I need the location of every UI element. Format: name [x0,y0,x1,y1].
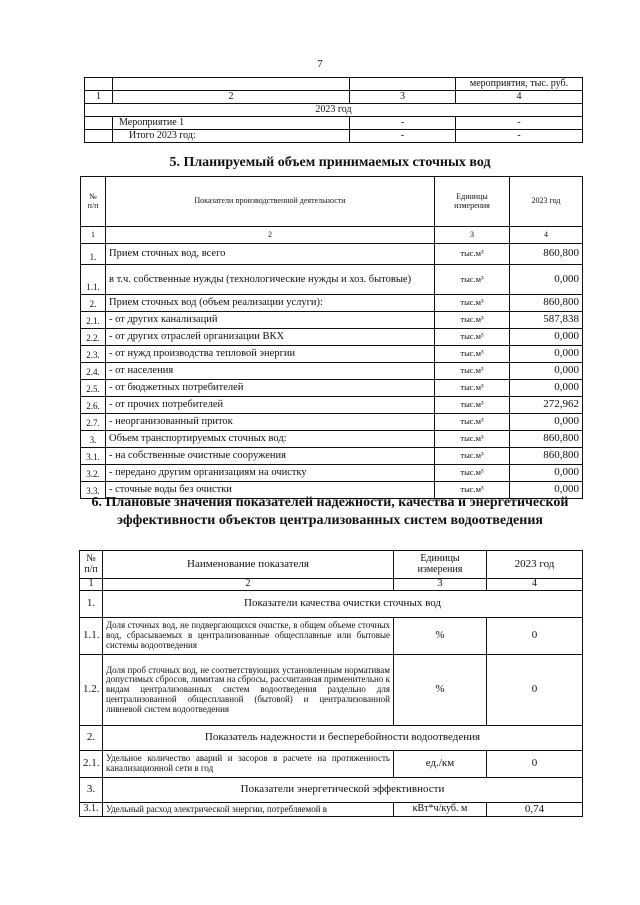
column-header-num: № п/п [81,177,106,227]
unit-cell: кВт*ч/куб. м [394,803,487,817]
row-number: 3.1. [80,803,103,817]
row-number: 2.1. [80,751,103,778]
value-cell: 860,800 [510,295,583,312]
unit-cell: тыс.м³ [435,295,510,312]
table-row [81,448,583,465]
unit-cell: тыс.м³ [435,397,510,414]
unit-cell: тыс.м³ [435,482,510,499]
column-number: 1 [81,227,106,244]
column-header-indicator: Показатели производственной деятельности [106,177,435,227]
table-row [81,265,583,295]
section-row [80,591,583,618]
row-number: 2.4. [81,363,106,380]
table-row [85,91,583,104]
row-number: 2. [81,295,106,312]
measures-cost-table [84,77,583,143]
row-number: 1.2. [80,655,103,726]
unit-cell: тыс.м³ [435,448,510,465]
indicator-name: - от бюджетных потребителей [106,380,435,397]
indicator-name: в т.ч. собственные нужды (технологические нужды и хоз. бытовые) [106,265,435,295]
measure-name: Мероприятие 1 [113,117,350,130]
unit-cell: тыс.м³ [435,414,510,431]
value-cell: 0,000 [510,380,583,397]
reliability-indicators-table [79,550,583,817]
row-number: 2. [80,726,103,751]
unit-cell: тыс.м³ [435,380,510,397]
indicator-name: - от населения [106,363,435,380]
unit-cell: % [394,655,487,726]
column-header: мероприятия, тыс. руб. [456,78,583,91]
column-number: 2 [113,91,350,104]
table-row [81,431,583,448]
row-number: 1. [81,244,106,265]
row-number: 2.5. [81,380,106,397]
table-cell: - [456,130,583,143]
table-cell: - [456,117,583,130]
row-number: 3.2. [81,465,106,482]
value-cell: 0 [487,618,583,655]
unit-cell: тыс.м³ [435,329,510,346]
value-cell: 0 [487,655,583,726]
indicator-name: Прием сточных вод, всего [106,244,435,265]
table-cell [350,78,456,91]
value-cell: 860,800 [510,431,583,448]
row-number: 2.3. [81,346,106,363]
row-number: 3.1. [81,448,106,465]
indicator-name: Удельное количество аварий и засоров в расчете на протяженность канализационной сети в год [103,751,394,778]
column-number: 3 [435,227,510,244]
indicator-name: Прием сточных вод (объем реализации услуги): [106,295,435,312]
table-row [81,295,583,312]
section-row [80,726,583,751]
table-row [81,244,583,265]
indicator-name: - от нужд производства тепловой энергии [106,346,435,363]
column-number: 1 [85,91,113,104]
unit-cell: тыс.м³ [435,244,510,265]
value-cell: 0,000 [510,465,583,482]
table-cell [85,130,113,143]
indicator-name: - от других отраслей организации ВКХ [106,329,435,346]
section-5-title: 5. Планируемый объем принимаемых сточных вод [169,155,491,170]
column-number: 2 [106,227,435,244]
table-row [80,803,583,817]
value-cell: 0,000 [510,329,583,346]
section-6-title: 6. Плановые значения показателей надежности, качества и энергетической эффективности объектов централизованных систем водоотведения [91,495,569,528]
table-row [85,104,583,117]
value-cell: 0,000 [510,265,583,295]
wastewater-volume-table [80,176,583,499]
row-number: 3. [80,778,103,803]
indicator-name: Удельный расход электрической энергии, потребляемой в [103,803,394,817]
table-body [81,244,583,499]
section-heading: Показатель надежности и бесперебойности водоотведения [103,726,583,751]
page-number: 7 [317,58,323,70]
column-header-indicator: Наименование показателя [103,551,394,579]
column-header-unit: Единицы измерения [394,551,487,579]
row-number: 3. [81,431,106,448]
column-header-unit: Единицы измерения [435,177,510,227]
value-cell: 0,000 [510,363,583,380]
column-number: 3 [350,91,456,104]
column-number: 2 [103,579,394,591]
table-row [81,227,583,244]
table-row [85,117,583,130]
row-number: 1.1. [81,265,106,295]
indicator-name: Доля сточных вод, не подвергающихся очистке, в общем объеме сточных вод, сбрасываемых в централизованные общесплавные или бытовые системы водоотведения [103,618,394,655]
unit-cell: тыс.м³ [435,431,510,448]
table-row [80,579,583,591]
row-number: 2.2. [81,329,106,346]
table-header-row [80,551,583,579]
indicator-name: Объем транспортируемых сточных вод: [106,431,435,448]
table-row [81,380,583,397]
table-cell: - [350,130,456,143]
table-row [81,414,583,431]
table-cell [85,117,113,130]
unit-cell: тыс.м³ [435,312,510,329]
value-cell: 0,74 [487,803,583,817]
table-cell [85,78,113,91]
table-row [81,329,583,346]
table-row [85,78,583,91]
value-cell: 860,800 [510,448,583,465]
value-cell: 272,962 [510,397,583,414]
unit-cell: тыс.м³ [435,465,510,482]
row-number: 1. [80,591,103,618]
indicator-name: - неорганизованный приток [106,414,435,431]
unit-cell: % [394,618,487,655]
value-cell: 0,000 [510,482,583,499]
column-number: 4 [510,227,583,244]
table-header-row [81,177,583,227]
table-row [81,346,583,363]
row-number: 3.3. [81,482,106,499]
table-row [85,130,583,143]
section-heading: Показатели энергетической эффективности [103,778,583,803]
indicator-name: - сточные воды без очистки [106,482,435,499]
table-row [80,751,583,778]
table-row [81,312,583,329]
value-cell: 587,838 [510,312,583,329]
section-row [80,778,583,803]
value-cell: 860,800 [510,244,583,265]
total-label: Итого 2023 год: [113,130,350,143]
column-header-year: 2023 год [510,177,583,227]
value-cell: 0,000 [510,414,583,431]
value-cell: 0,000 [510,346,583,363]
year-row: 2023 год [85,104,583,117]
column-number: 4 [487,579,583,591]
table-row [80,655,583,726]
table-row [81,397,583,414]
table-row [80,618,583,655]
value-cell: 0 [487,751,583,778]
indicator-name: Доля проб сточных вод, не соответствующих установленным нормативам допустимых сбросов, лимитам на сбросы, рассчитанная применительно к видам централизованных систем водоотведения раздельно для централизованной общесплавной (бытовой) и централизованной ливневой систем водоотведения [103,655,394,726]
table-row [81,465,583,482]
unit-cell: ед./км [394,751,487,778]
indicator-name: - от прочих потребителей [106,397,435,414]
indicator-name: - передано другим организациям на очистку [106,465,435,482]
table-row [81,363,583,380]
column-number: 1 [80,579,103,591]
column-number: 3 [394,579,487,591]
table-cell [113,78,350,91]
row-number: 2.1. [81,312,106,329]
unit-cell: тыс.м³ [435,363,510,380]
section-heading: Показатели качества очистки сточных вод [103,591,583,618]
unit-cell: тыс.м³ [435,346,510,363]
column-number: 4 [456,91,583,104]
column-header-year: 2023 год [487,551,583,579]
unit-cell: тыс.м³ [435,265,510,295]
column-header-num: № п/п [80,551,103,579]
indicator-name: - от других канализаций [106,312,435,329]
row-number: 1.1. [80,618,103,655]
row-number: 2.7. [81,414,106,431]
table-cell: - [350,117,456,130]
indicator-name: - на собственные очистные сооружения [106,448,435,465]
row-number: 2.6. [81,397,106,414]
